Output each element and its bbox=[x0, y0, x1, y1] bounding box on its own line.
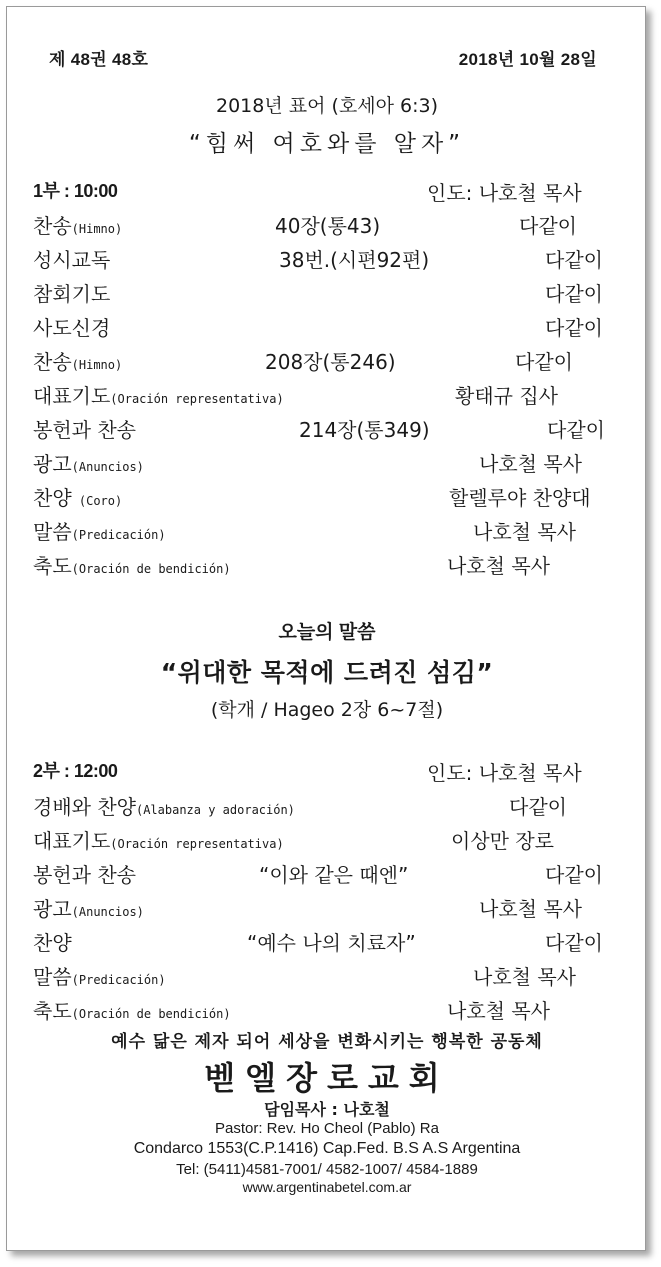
order-item bbox=[7, 859, 647, 889]
church-website[interactable]: www.argentinabetel.com.ar bbox=[242, 1179, 412, 1195]
item-subtitle: (Oración representativa) bbox=[110, 392, 284, 406]
item-person: 다같이 bbox=[545, 316, 603, 340]
item-name: 봉헌과 찬송 bbox=[33, 863, 136, 887]
sermon-reference: (학개 / Hageo 2장 6~7절) bbox=[210, 699, 444, 721]
item-name: 찬송 bbox=[33, 214, 72, 238]
item-subtitle: (Alabanza y adoración) bbox=[135, 803, 295, 817]
item-name: 광고 bbox=[33, 897, 72, 921]
item-subtitle: (Oración representativa) bbox=[110, 837, 284, 851]
order-item bbox=[7, 482, 647, 512]
item-person: 다같이 bbox=[509, 795, 567, 819]
order-item bbox=[7, 791, 647, 821]
item-person: 이상만 장로 bbox=[451, 829, 554, 853]
item-person: 다같이 bbox=[519, 214, 577, 238]
item-detail: 214장(통349) bbox=[299, 418, 430, 442]
order-item bbox=[7, 550, 647, 580]
order-item bbox=[7, 825, 647, 855]
order-item bbox=[7, 927, 647, 957]
item-person: 할렐루야 찬양대 bbox=[449, 486, 591, 510]
senior-pastor-korean: 담임목사 : 나호철 bbox=[264, 1100, 390, 1119]
item-name: 봉헌과 찬송 bbox=[33, 418, 136, 442]
item-person: 다같이 bbox=[545, 931, 603, 955]
issue-number: 제 48권 48호 bbox=[49, 50, 149, 69]
item-subtitle: (Predicación) bbox=[71, 528, 166, 542]
year-motto: “힘써 여호와를 알자” bbox=[188, 131, 466, 157]
sermon-title: “위대한 목적에 드려진 섬김” bbox=[160, 658, 494, 687]
item-name: 광고 bbox=[33, 452, 72, 476]
item-name: 사도신경 bbox=[33, 316, 111, 340]
order-item bbox=[7, 380, 647, 410]
item-subtitle: (Predicación) bbox=[71, 973, 166, 987]
item-subtitle: (Anuncios) bbox=[71, 905, 144, 919]
part2-label: 2부 : 12:00 bbox=[33, 761, 118, 781]
item-person: 나호철 목사 bbox=[447, 554, 550, 578]
item-subtitle: (Oración de bendición) bbox=[71, 1007, 231, 1021]
item-person: 황태규 집사 bbox=[455, 384, 558, 408]
order-item bbox=[7, 995, 647, 1025]
church-name: 벧엘장로교회 bbox=[204, 1059, 450, 1097]
sermon-heading: 오늘의 말씀 bbox=[278, 622, 376, 643]
item-name: 축도 bbox=[33, 999, 72, 1023]
order-item bbox=[7, 210, 647, 240]
order-item bbox=[7, 312, 647, 342]
item-name: 대표기도 bbox=[33, 829, 111, 853]
bulletin-page bbox=[6, 6, 646, 1251]
part1-label: 1부 : 10:00 bbox=[33, 181, 118, 201]
item-name: 찬양 bbox=[33, 931, 72, 955]
item-person: 다같이 bbox=[545, 282, 603, 306]
order-item bbox=[7, 516, 647, 546]
item-subtitle: (Himno) bbox=[71, 222, 123, 236]
item-subtitle: (Coro) bbox=[71, 494, 123, 508]
order-item bbox=[7, 448, 647, 478]
order-item bbox=[7, 893, 647, 923]
order-item bbox=[7, 414, 647, 444]
item-name: 말씀 bbox=[33, 520, 72, 544]
church-slogan: 예수 닮은 제자 되어 세상을 변화시키는 행복한 공동체 bbox=[111, 1032, 543, 1052]
order-item bbox=[7, 346, 647, 376]
item-name: 찬양 bbox=[33, 486, 72, 510]
part2-header bbox=[7, 757, 647, 787]
part1-header bbox=[7, 177, 647, 207]
item-person: 다같이 bbox=[515, 350, 573, 374]
item-name: 말씀 bbox=[33, 965, 72, 989]
item-detail: 38번.(시편92편) bbox=[279, 248, 430, 272]
item-name: 축도 bbox=[33, 554, 72, 578]
order-item bbox=[7, 278, 647, 308]
item-subtitle: (Oración de bendición) bbox=[71, 562, 231, 576]
item-name: 찬송 bbox=[33, 350, 72, 374]
item-detail: 40장(통43) bbox=[275, 214, 381, 238]
item-name: 경배와 찬양 bbox=[33, 795, 136, 819]
part2-leader: 인도: 나호철 목사 bbox=[427, 761, 582, 785]
item-subtitle: (Himno) bbox=[71, 358, 123, 372]
item-person: 다같이 bbox=[545, 863, 603, 887]
issue-date: 2018년 10월 28일 bbox=[458, 50, 597, 69]
item-detail: 208장(통246) bbox=[265, 350, 396, 374]
church-address: Condarco 1553(C.P.1416) Cap.Fed. B.S A.S Argentina bbox=[133, 1140, 521, 1157]
item-person: 다같이 bbox=[545, 248, 603, 272]
item-person: 다같이 bbox=[547, 418, 605, 442]
item-person: 나호철 목사 bbox=[473, 965, 576, 989]
item-subtitle: (Anuncios) bbox=[71, 460, 144, 474]
part1-leader: 인도: 나호철 목사 bbox=[427, 181, 582, 205]
item-detail: “이와 같은 때엔” bbox=[259, 863, 409, 887]
item-name: 대표기도 bbox=[33, 384, 111, 408]
item-detail: “예수 나의 치료자” bbox=[247, 931, 416, 955]
year-motto-reference: 2018년 표어 (호세아 6:3) bbox=[216, 95, 438, 117]
item-person: 나호철 목사 bbox=[479, 452, 582, 476]
item-person: 나호철 목사 bbox=[479, 897, 582, 921]
item-name: 성시교독 bbox=[33, 248, 111, 272]
order-item bbox=[7, 244, 647, 274]
order-item bbox=[7, 961, 647, 991]
senior-pastor-english: Pastor: Rev. Ho Cheol (Pablo) Ra bbox=[215, 1120, 439, 1137]
item-person: 나호철 목사 bbox=[447, 999, 550, 1023]
item-name: 참회기도 bbox=[33, 282, 111, 306]
item-person: 나호철 목사 bbox=[473, 520, 576, 544]
church-phone: Tel: (5411)4581-7001/ 4582-1007/ 4584-1889 bbox=[176, 1161, 478, 1178]
